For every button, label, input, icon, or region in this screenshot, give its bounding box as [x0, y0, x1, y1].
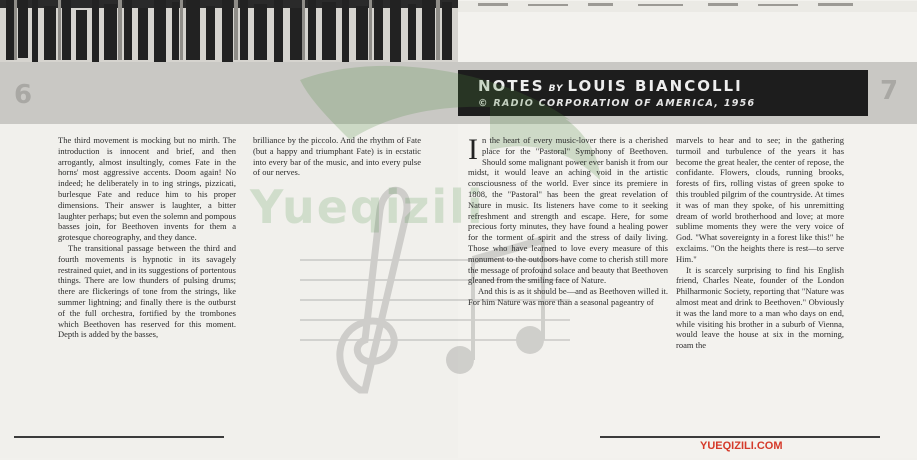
copyright-line: © RADIO CORPORATION OF AMERICA, 1956 [478, 98, 756, 109]
notes-title-word: NOTES [478, 77, 545, 95]
footer-rule-left [14, 436, 224, 438]
paragraph: n the heart of every music-lover there is a cherished place for the "Pastoral" Symphony of Beethoven. Should some malignant power ever banish it from our midst, it would leave an aching void in the artistic consciousness of the world. Ever since its premiere in 1808, the "Pastoral" has been the great revelation of Nature in music. Its listeners have come to it seeking refreshment and strength and escape. Here, for some precious forty minutes, they have found a healing power for the torment of spirit and the stress of daily living. Those who have learned to love every measure of this monument to the outdoors have come to cherish still more the message of profound solace and beauty that Beethoven gleaned from the smiling face of Nature. [468, 135, 668, 286]
notes-title-by: BY [548, 84, 564, 94]
left-column-1 [58, 135, 236, 340]
paragraph: The third movement is mocking but no mirth. The introduction is innocent and brief, and then arrogantly, almost insultingly, comes Fate in the horns' most aggressive accents. Doom again! No indeed; he deliberately in to ing strings, pizzicati, burlesque Fate and reduce him to his proper dimensions. Their answer is laughter, a bitter laughter perhaps; but even the solemn and pompous basses join, for Beethoven invents for them a grotesque choreography, and they dance. [58, 135, 236, 243]
photo-strip [0, 0, 458, 62]
footer-rule-right [600, 436, 880, 438]
notes-title [478, 77, 743, 95]
watermark-text: Yueqizili [250, 180, 485, 234]
site-watermark: YUEQIZILI.COM [700, 440, 783, 452]
page-number-right: 7 [880, 76, 899, 106]
paragraph: marvels to hear and to see; in the gathering turmoil and turbulence of the years it has become the great healer, the center of repose, the confidante. Flowers, clouds, running brooks, forests of firs, rolling vistas of green spoke to this troubled pilgrim of the countryside. At times it was of man they spoke, of his unremitting dream of world brotherhood and love; at more sublime moments they were the very voice of God. "What sovereignty in a forest like this!" he exclaims. "On the heights there is rest—to serve Him." [676, 135, 844, 264]
organ-pipes-photo [0, 0, 458, 62]
right-column-1 [468, 135, 668, 308]
page-number-left: 6 [14, 80, 33, 110]
paragraph: And this is as it should be—and as Beethoven willed it. For him Nature was more than a seasonal pageantry of [468, 286, 668, 307]
notes-author: LOUIS BIANCOLLI [567, 77, 743, 95]
gray-band-left [0, 62, 458, 124]
paragraph: The transitional passage between the third and fourth movements is hypnotic in its savagely restrained quiet, and in its suggestions of portentous things. There are low thunders of pulsing drums; there are flickerings of tone from the strings, like summer lightning; and finally there is the outburst of the full orchestra, fortified by the trombones which Beethoven has reserved for this moment. Depth is added by the basses, [58, 242, 236, 340]
photo-strip-edge [458, 0, 917, 12]
left-column-2 [253, 135, 421, 178]
paragraph: It is scarcely surprising to find his English friend, Charles Neate, founder of the London Philharmonic Society, reporting that "Nature was almost meat and drink to Beethoven." Obviously it was the land more to a man who days on end, while visiting his brother in a suburb of Vienna, would leave the house at six in the morning, roam the [676, 264, 844, 351]
drop-cap: I [468, 133, 478, 166]
paragraph: brilliance by the piccolo. And the rhythm of Fate (but a happy and triumphant Fate) is in ecstatic into every bar of the music, and into every pulse of our nerves. [253, 135, 421, 178]
right-column-2 [676, 135, 844, 351]
